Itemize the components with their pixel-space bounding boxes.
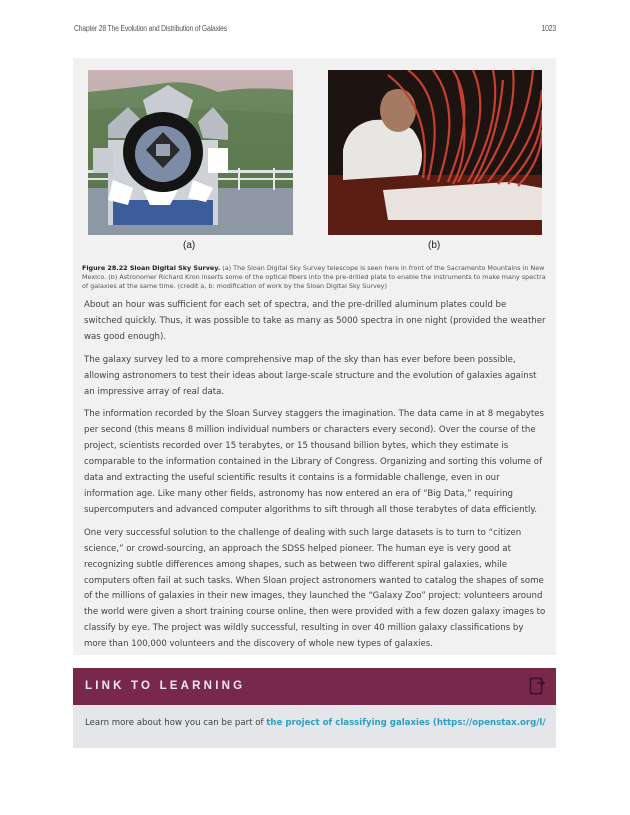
chapter-title: Chapter 28 The Evolution and Distribution of Galaxies xyxy=(74,24,228,33)
external-link-icon xyxy=(529,677,545,695)
paragraph: About an hour was sufficient for each set of spectra, and the pre-drilled aluminum plates could be switched quickly. Thus, it was possible to take as many as 5000 spectra in one night (provided the weather was good enough). xyxy=(84,300,546,342)
optical-fibers-photo xyxy=(328,70,542,235)
page-number: 1023 xyxy=(541,24,556,33)
figure-caption xyxy=(82,264,550,292)
link-to-learning-text xyxy=(85,718,546,728)
link-to-learning-prefix: Learn more about how you can be part of xyxy=(85,718,267,728)
link-to-learning-title: LINK TO LEARNING xyxy=(85,680,246,692)
content-panel xyxy=(73,58,556,655)
figure-caption-title: Figure 28.22 Sloan Digital Sky Survey. xyxy=(82,264,221,272)
sloan-telescope-photo xyxy=(88,70,293,235)
paragraph: One very successful solution to the challenge of dealing with such large datasets is to turn to “citizen science,” or crowd-sourcing, an approach the SDSS helped pioneer. The human eye is very good at recognizing subtle differences among shapes, such as between two different spiral galaxies, while computers often fail at such tasks. When Sloan project astronomers wanted to catalog the shapes of some of the millions of galaxies in their new images, they launched the “Galaxy Zoo” project: volunteers around the world were given a short training course online, then were provided with a few dozen galaxy images to classify by eye. The project was wildly successful, resulting in over 40 million galaxy classifications by more than 100,000 volunteers and the discovery of whole new types of galaxies. xyxy=(84,527,546,650)
figure xyxy=(88,70,543,235)
figure-label-b: (b) xyxy=(428,240,441,251)
paragraph: The information recorded by the Sloan Survey staggers the imagination. The data came in at 8 megabytes per second (this means 8 million individual numbers or characters every second). Over the course of the project, scientists recorded over 15 terabytes, or 15 thousand billion bytes, which they estimate is comparable to the information contained in the Library of Congress. Organizing and sorting this volume of data and extracting the useful scientific results it contains is a formidable challenge, even in our information age. Like many other fields, astronomy has now entered an era of “Big Data,” requiring supercomputers and advanced computer algorithms to sift through all those terabytes of data efficiently. xyxy=(84,409,545,515)
figure-caption-text: (a) The Sloan Digital Sky Survey telescope is seen here in front of the Sacramento Mountains in New Mexico. (b) Astronomer Richard Kron inserts some of the optical fibers into the pre-drilled plate to enable the instruments to make many spectra of galaxies at the same time. (credit a, b: modification of work by the Sloan Digital Sky Survey) xyxy=(82,264,546,291)
link-to-learning-box xyxy=(73,668,556,748)
galaxy-classification-link[interactable]: the project of classifying galaxies (https://openstax.org/l/ xyxy=(266,718,546,728)
link-to-learning-body xyxy=(73,705,556,748)
paragraph: The galaxy survey led to a more comprehensive map of the sky than has ever before been possible, allowing astronomers to test their ideas about large-scale structure and the evolution of galaxies against an impressive array of real data. xyxy=(84,354,537,397)
running-head xyxy=(74,24,556,36)
figure-label-a: (a) xyxy=(183,240,196,251)
body-text xyxy=(84,298,546,660)
link-to-learning-header xyxy=(73,668,556,705)
